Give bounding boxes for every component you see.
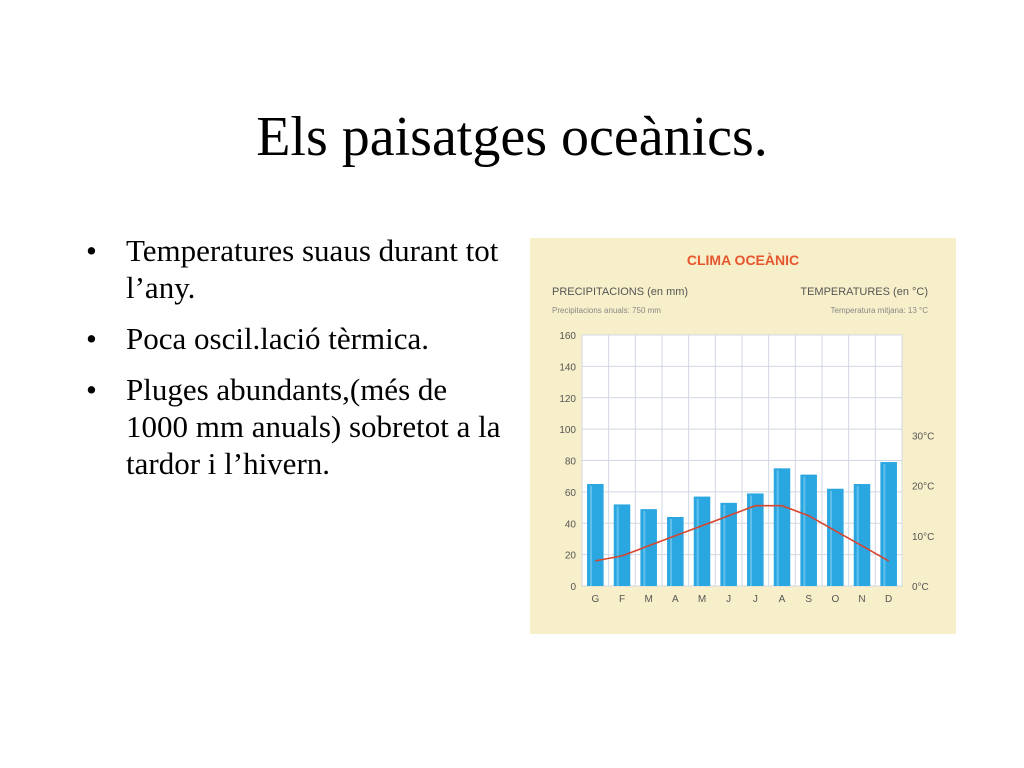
- y2-tick-label: 10°C: [912, 531, 935, 543]
- bullet-dot: •: [86, 372, 97, 407]
- precipitation-bar: [587, 484, 604, 586]
- y-tick-label: 40: [564, 519, 576, 531]
- y2-tick-label: 30°C: [912, 431, 935, 443]
- temperature-heading: TEMPERATURES (en °C): [800, 286, 928, 298]
- temperature-subheading: Temperatura mitjana: 13 °C: [830, 306, 928, 315]
- x-tick-label: D: [885, 594, 893, 605]
- bullet-list: [84, 232, 504, 496]
- chart-title: CLIMA OCEÀNIC: [686, 252, 800, 268]
- precipitation-bar-highlight: [883, 464, 885, 586]
- bullet-dot: •: [86, 233, 97, 268]
- x-tick-label: S: [805, 594, 813, 605]
- y-tick-label: 20: [564, 550, 576, 562]
- y-tick-label: 80: [564, 456, 576, 468]
- precipitation-bar-highlight: [697, 499, 699, 586]
- precipitation-bar: [880, 462, 897, 586]
- y-tick-label: 140: [559, 362, 576, 374]
- precipitation-bar-highlight: [643, 511, 645, 586]
- precipitation-bar-highlight: [670, 519, 672, 586]
- x-tick-label: M: [644, 594, 653, 605]
- precipitation-bar-highlight: [830, 491, 832, 586]
- precipitation-bar-highlight: [857, 486, 859, 586]
- precipitation-bar: [614, 504, 631, 586]
- y-tick-label: 60: [564, 487, 576, 499]
- precipitation-bar-highlight: [803, 477, 805, 586]
- precipitation-bar: [827, 489, 844, 586]
- precipitation-bar-highlight: [617, 506, 619, 586]
- bullet-item: [84, 371, 504, 482]
- precipitation-bar-highlight: [777, 470, 779, 586]
- precipitation-subheading: Precipitacions anuals: 750 mm: [552, 306, 661, 315]
- x-tick-label: A: [671, 594, 679, 605]
- y-tick-label: 100: [559, 425, 576, 437]
- y2-tick-label: 20°C: [912, 481, 935, 493]
- bullet-item: [84, 320, 504, 357]
- y-tick-label: 0: [570, 582, 576, 593]
- precipitation-bar: [854, 484, 871, 586]
- x-tick-label: J: [726, 594, 732, 605]
- x-tick-label: O: [831, 594, 840, 605]
- precipitation-bar-highlight: [590, 486, 592, 586]
- precipitation-heading: PRECIPITACIONS (en mm): [552, 286, 689, 298]
- slide-title: Els paisatges oceànics.: [256, 106, 768, 168]
- climate-chart-svg: [530, 238, 956, 634]
- x-tick-label: M: [697, 594, 707, 605]
- x-tick-label: A: [778, 594, 786, 605]
- y2-tick-label: 0°C: [912, 582, 929, 593]
- y-tick-label: 120: [559, 393, 576, 405]
- x-tick-label: N: [858, 594, 866, 605]
- precipitation-bar: [800, 475, 817, 586]
- precipitation-bar: [667, 517, 684, 586]
- precipitation-bar: [694, 497, 711, 586]
- bullet-text: Temperatures suaus durant tot l’any.: [126, 233, 499, 305]
- bullet-dot: •: [86, 321, 97, 356]
- x-tick-label: G: [591, 594, 600, 605]
- precipitation-bar: [774, 468, 791, 586]
- bullet-text: Pluges abundants,(més de 1000 mm anuals) sobretot a la tardor i l’hivern.: [126, 372, 501, 481]
- x-tick-label: J: [752, 594, 758, 605]
- bullet-item: [84, 232, 504, 306]
- x-tick-label: F: [618, 594, 626, 605]
- bullet-text: Poca oscil.lació tèrmica.: [126, 321, 429, 356]
- climate-chart: [530, 238, 956, 634]
- y-tick-label: 160: [559, 331, 576, 342]
- precipitation-bar-highlight: [750, 495, 752, 586]
